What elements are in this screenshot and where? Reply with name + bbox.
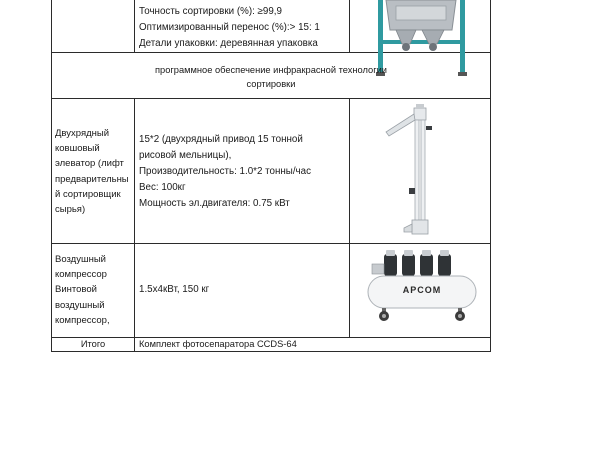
elevator-spec-line: Производительность: 1.0*2 тонны/час	[139, 166, 311, 177]
bucket-elevator-image	[380, 102, 450, 240]
sorter-spec-cell	[139, 0, 349, 52]
row-divider-3	[51, 243, 491, 244]
row-divider-5	[51, 351, 491, 352]
software-line-1: программное обеспечение инфракрасной технологии	[155, 65, 387, 75]
compressor-name-line: компрессор	[55, 269, 107, 281]
software-row-text	[52, 63, 490, 91]
elevator-name-line: предварительны	[55, 173, 129, 185]
column-divider-1-bottom	[134, 98, 135, 352]
spec-line-packaging: Детали упаковки: деревянная упаковка	[139, 38, 318, 49]
elevator-spec-line: Мощность эл.двигателя: 0.75 кВт	[139, 198, 290, 209]
compressor-name-line: воздушный	[55, 299, 105, 311]
elevator-name-line: Двухрядный	[55, 128, 110, 139]
compressor-name-line: Воздушный	[55, 254, 106, 265]
compressor-name-line: Винтовой	[55, 284, 97, 296]
compressor-name-cell	[55, 252, 133, 328]
elevator-name-line: й сортировщик	[55, 188, 121, 200]
elevator-spec-cell	[139, 132, 349, 212]
elevator-name-cell	[55, 126, 133, 217]
total-value: Комплект фотосепаратора CCDS-64	[139, 339, 297, 349]
elevator-name-line: сырья)	[55, 204, 86, 216]
elevator-spec-line: Вес: 100кг	[139, 182, 186, 193]
compressor-name-line: компрессор,	[55, 314, 110, 326]
spec-line-accuracy: Точность сортировки (%): ≥99,9	[139, 6, 282, 17]
air-compressor-image	[362, 246, 482, 322]
column-divider-1-top	[134, 0, 135, 53]
row-divider-2	[51, 98, 491, 99]
column-divider-2-top	[349, 0, 350, 53]
column-divider-2-bottom	[349, 98, 350, 338]
elevator-name-line: элеватор (лифт	[55, 158, 124, 170]
compressor-brand-label: APCOM	[402, 285, 442, 295]
software-line-2: сортировки	[246, 79, 296, 89]
total-label: Итого	[80, 339, 106, 349]
spec-line-transfer: Оптимизированный перенос (%):> 15: 1	[139, 22, 320, 33]
elevator-name-line: ковшовый	[55, 143, 100, 155]
compressor-spec: 1.5х4кВт, 150 кг	[139, 284, 210, 295]
elevator-spec-line: 15*2 (двухрядный привод 15 тонной	[139, 134, 303, 145]
elevator-spec-line: рисовой мельницы),	[139, 150, 232, 161]
